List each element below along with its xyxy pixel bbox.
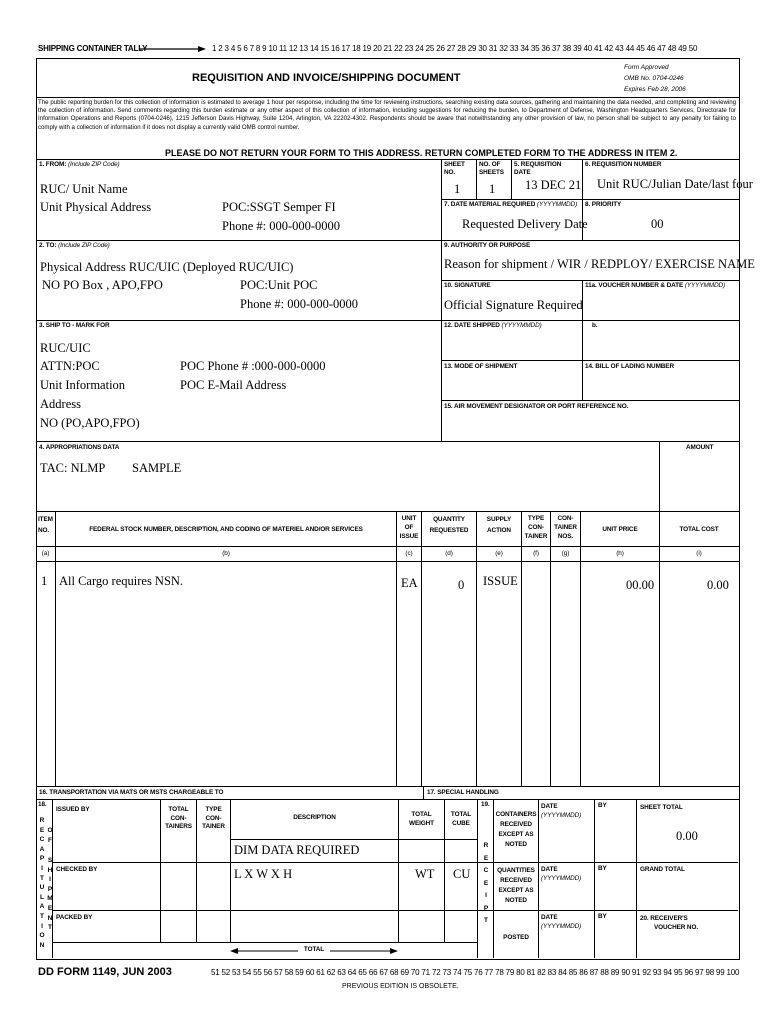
ship-attn[interactable]: ATTN:POC	[40, 359, 100, 373]
ship-to-label: 3. SHIP TO - MARK FOR	[39, 322, 110, 329]
total-cube-header: TOTAL CUBE	[450, 811, 472, 827]
item-description-value[interactable]: All Cargo requires NSN.	[59, 574, 184, 588]
date-required-value[interactable]: Requested Delivery Date	[462, 217, 588, 231]
shipment-letter: I	[49, 876, 51, 884]
col-a: (a)	[41, 550, 50, 557]
to-label: 2. TO: (Include ZIP Code)	[39, 242, 110, 249]
supply-action-header: SUPPLY ACTION	[486, 516, 512, 534]
appropriations-label: 4. APPROPRIATIONS DATA	[39, 444, 120, 451]
authority-value[interactable]: Reason for shipment / WIR / REDPLOY/ EXERCISE NAME	[444, 257, 755, 271]
col-h: (h)	[616, 550, 624, 557]
air-movement-label: 15. AIR MOVEMENT DESIGNATOR OR PORT REFERENCE NO.	[444, 403, 629, 410]
receipt-vertical-text	[481, 840, 491, 928]
to-address[interactable]: Physical Address RUC/UIC (Deployed RUC/UIC)	[40, 260, 294, 274]
shipment-letter: S	[47, 857, 53, 864]
col-d: (d)	[445, 550, 453, 557]
lxwxh-value[interactable]: L X W X H	[234, 867, 293, 881]
recap-letter: T	[40, 874, 44, 882]
ship-address[interactable]: Address	[40, 397, 81, 411]
item-unit-value[interactable]: EA	[401, 576, 418, 590]
item-19-label: 19.	[481, 801, 490, 808]
no-of-sheets-value[interactable]: 1	[489, 182, 496, 196]
col-i: (i)	[696, 550, 702, 557]
requisition-date-label: 5. REQUISITION DATE	[514, 161, 562, 176]
shipment-letter: P	[47, 885, 53, 893]
receipt-letter: T	[484, 917, 488, 924]
of-letter: F	[48, 836, 52, 844]
form-id: DD FORM 1149, JUN 2003	[38, 966, 172, 978]
recap-letter: A	[39, 903, 45, 911]
burden-statement: The public reporting burden for this collection of information is estimated to average 1 hour per response, including the time for reviewing instructions, searching existing data sources, gathering and maintaining the data needed, and completing and reviewing the collection of information. Send comments regarding this burden estimate or any other aspect of this collection of information, including suggestions for reducing the burden, to Department of Defense, Washington Headquarters Services, Directorate for Information Operations and Reports (0704-0246), 1215 Jefferson Davis Highway, Suite 1204, Arlington, VA 22202-4302. Respondents should be aware that notwithstanding any other provision of law, no person shall be subject to any penalty for failing to comply with a collection of information if it does not display a currently valid OMB control number.	[38, 99, 736, 131]
obsolete-notice: PREVIOUS EDITION IS OBSOLETE.	[342, 983, 459, 990]
omb-expires: Expires Feb 28, 2006	[624, 86, 686, 93]
b-label: b.	[592, 322, 598, 329]
item-quantity-value[interactable]: 0	[458, 578, 465, 592]
col-e: (e)	[495, 550, 503, 557]
cube-value[interactable]: CU	[453, 867, 471, 881]
by-label-1: BY	[598, 802, 607, 809]
receipt-letter: E	[483, 854, 489, 862]
to-poc[interactable]: POC:Unit POC	[240, 278, 318, 292]
sample-value: SAMPLE	[132, 461, 182, 475]
recap-letter: O	[39, 932, 45, 940]
containers-received-label	[494, 810, 538, 850]
transportation-label: 16. TRANSPORTATION VIA MATS OR MSTS CHARGEABLE TO	[39, 789, 224, 796]
item-total-cost-value[interactable]: 0.00	[707, 578, 729, 592]
shipment-letter: T	[48, 924, 52, 932]
special-handling-label: 17. SPECIAL HANDLING	[427, 789, 499, 796]
item-no-value[interactable]: 1	[41, 574, 48, 588]
requisition-number-label: 6. REQUISITION NUMBER	[585, 161, 662, 168]
of-letter: O	[47, 827, 53, 834]
recap-letter: N	[39, 941, 45, 949]
no-of-sheets-label: NO. OF SHEETS	[479, 161, 504, 176]
date-label-1: DATE (YYYYMMDD)	[541, 803, 582, 819]
ship-poc-email[interactable]: POC E-Mail Address	[180, 378, 287, 392]
quantities-received-line: NOTED	[505, 897, 527, 904]
recap-letter: E	[39, 826, 45, 834]
receivers-voucher-label: 20. RECEIVER'S VOUCHER NO.	[640, 915, 698, 931]
tally-arrow	[140, 44, 206, 54]
tally-bottom-numbers: 51 52 53 54 55 56 57 58 59 60 61 62 63 64 65 66 67 68 69 70 71 72 73 74 75 76 77 78 79 80 81 82 83 84 85 86 87 88 89 90 91 92 93 94 95 96 97 98 99 100	[211, 968, 740, 977]
unit-of-issue-header: UNIT OF ISSUE	[399, 515, 419, 540]
issued-by-label: ISSUED BY	[56, 806, 90, 813]
containers-received-line: EXCEPT AS	[498, 831, 534, 838]
to-po-box[interactable]: NO PO Box , APO,FPO	[42, 278, 163, 292]
type-container-header: TYPE CON- TAINER	[524, 515, 548, 540]
fsn-description-header: FEDERAL STOCK NUMBER, DESCRIPTION, AND CODING OF MATERIEL AND/OR SERVICES	[89, 526, 363, 533]
grand-total-label: GRAND TOTAL	[640, 866, 685, 873]
from-unit-address[interactable]: Unit Physical Address	[40, 200, 152, 214]
from-poc[interactable]: POC:SSGT Semper FI	[222, 200, 336, 214]
bill-of-lading-label: 14. BILL OF LADING NUMBER	[585, 363, 674, 370]
containers-received-line: CONTAINERS	[495, 811, 537, 818]
quantity-requested-header: QUANTITY REQUESTED	[429, 516, 469, 534]
recap-letter: I	[41, 922, 43, 930]
recapitulation-vertical-text	[38, 816, 46, 950]
tally-label: SHIPPING CONTAINER TALLY	[38, 44, 148, 53]
form-title: REQUISITION AND INVOICE/SHIPPING DOCUMENT	[192, 72, 461, 84]
col-b: (b)	[222, 550, 230, 557]
by-label-2: BY	[598, 865, 607, 872]
tally-top-numbers: 1 2 3 4 5 6 7 8 9 10 11 12 13 14 15 16 17 18 19 20 21 22 23 24 25 26 27 28 29 30 31 32 33 34 35 36 37 38 39 40 41 42 43 44 45 46 47 48 49 50	[212, 44, 698, 53]
quantities-received-line: RECEIVED	[500, 877, 532, 884]
requisition-number-value[interactable]: Unit RUC/Julian Date/last four	[597, 177, 753, 191]
from-label: 1. FROM: (Include ZIP Code)	[39, 161, 120, 168]
requisition-date-value[interactable]: 13 DEC 21	[525, 178, 582, 192]
date-label-2: DATE (YYYYMMDD)	[541, 866, 582, 882]
type-container-recap-header: TYPE CON- TAINER	[202, 806, 225, 830]
date-shipped-label: 12. DATE SHIPPED (YYYYMMDD)	[444, 322, 542, 329]
voucher-label: 11a. VOUCHER NUMBER & DATE (YYYYMMDD)	[585, 282, 726, 289]
ship-no-po[interactable]: NO (PO,APO,FPO)	[40, 416, 140, 430]
container-nos-header: CON- TAINER NOS.	[554, 515, 577, 540]
recap-letter: P	[39, 855, 45, 863]
shipment-letter: N	[47, 914, 53, 922]
sheet-no-value[interactable]: 1	[454, 182, 461, 196]
containers-received-line: RECEIVED	[500, 821, 532, 828]
recap-letter: R	[39, 817, 45, 824]
shipment-letter: M	[47, 895, 53, 903]
recap-letter: A	[39, 845, 45, 853]
ship-ruc[interactable]: RUC/UIC	[40, 341, 91, 355]
receipt-letter: E	[483, 879, 489, 887]
sheet-total-value[interactable]: 0.00	[676, 829, 698, 843]
shipment-vertical-text	[46, 856, 54, 933]
quantities-received-line: EXCEPT AS	[498, 887, 534, 894]
total-containers-header: TOTAL CON- TAINERS	[165, 806, 192, 830]
recap-letter: I	[41, 864, 43, 872]
receipt-letter: I	[485, 892, 487, 899]
recap-letter: C	[39, 836, 45, 844]
packed-by-label: PACKED BY	[56, 914, 93, 921]
form-approved: Form Approved	[624, 64, 669, 71]
total-weight-header: TOTAL WEIGHT	[409, 811, 434, 827]
col-g: (g)	[561, 550, 570, 557]
item-no-header: ITEM NO.	[38, 516, 53, 534]
sheet-total-label: SHEET TOTAL	[640, 804, 683, 811]
receipt-letter: P	[483, 904, 489, 912]
item-18-label: 18.	[38, 801, 47, 808]
signature-value[interactable]: Official Signature Required	[444, 298, 583, 312]
shipment-letter: E	[47, 904, 53, 912]
quantities-received-line: QUANTITIES	[497, 867, 535, 874]
sheet-no-label: SHEET NO.	[444, 161, 465, 176]
recap-letter: L	[40, 893, 44, 901]
mode-label: 13. MODE OF SHIPMENT	[444, 363, 518, 370]
omb-block	[624, 62, 686, 95]
weight-value[interactable]: WT	[415, 867, 435, 881]
unit-price-header: UNIT PRICE	[602, 526, 638, 533]
omb-number: OMB No. 0704-0246	[624, 75, 684, 82]
receipt-letter: C	[483, 867, 489, 874]
ship-poc-phone[interactable]: POC Phone # :000-000-0000	[180, 359, 326, 373]
return-notice: PLEASE DO NOT RETURN YOUR FORM TO THIS ADDRESS. RETURN COMPLETED FORM TO THE ADDRESS IN ITEM 2.	[165, 148, 678, 158]
date-required-label: 7. DATE MATERIAL REQUIRED (YYYYMMDD)	[444, 201, 578, 208]
recap-letter: T	[40, 912, 44, 920]
recap-letter: U	[39, 884, 45, 892]
tac-value[interactable]: TAC: NLMP	[40, 461, 106, 475]
of-vertical-text	[46, 826, 54, 845]
item-action-value[interactable]: ISSUE	[483, 574, 518, 588]
total-label: TOTAL	[303, 946, 325, 953]
to-phone[interactable]: Phone #: 000-000-0000	[240, 297, 359, 311]
description-header: DESCRIPTION	[293, 814, 336, 821]
signature-label: 10. SIGNATURE	[444, 282, 491, 289]
shipment-letter: H	[47, 866, 53, 874]
from-phone[interactable]: Phone #: 000-000-0000	[222, 219, 341, 233]
authority-label: 9. AUTHORITY OR PURPOSE	[444, 242, 531, 249]
item-unit-price-value[interactable]: 00.00	[626, 578, 655, 592]
col-f: (f)	[533, 550, 539, 557]
quantities-received-label	[494, 866, 538, 906]
col-c: (c)	[405, 550, 413, 557]
by-label-3: BY	[598, 913, 607, 920]
receipt-letter: R	[483, 842, 489, 849]
containers-received-line: NOTED	[505, 841, 527, 848]
total-cost-header: TOTAL COST	[679, 526, 719, 533]
from-unit-name[interactable]: RUC/ Unit Name	[40, 182, 128, 196]
dim-data-value[interactable]: DIM DATA REQUIRED	[234, 843, 360, 857]
ship-unit-info[interactable]: Unit Information	[40, 378, 126, 392]
form-frame	[36, 58, 740, 960]
priority-label: 8. PRIORITY	[585, 201, 622, 208]
checked-by-label: CHECKED BY	[56, 866, 98, 873]
posted-label: POSTED	[503, 934, 529, 941]
priority-value[interactable]: 00	[651, 217, 664, 231]
date-label-3: DATE (YYYYMMDD)	[541, 914, 582, 930]
amount-label: AMOUNT	[686, 444, 714, 451]
